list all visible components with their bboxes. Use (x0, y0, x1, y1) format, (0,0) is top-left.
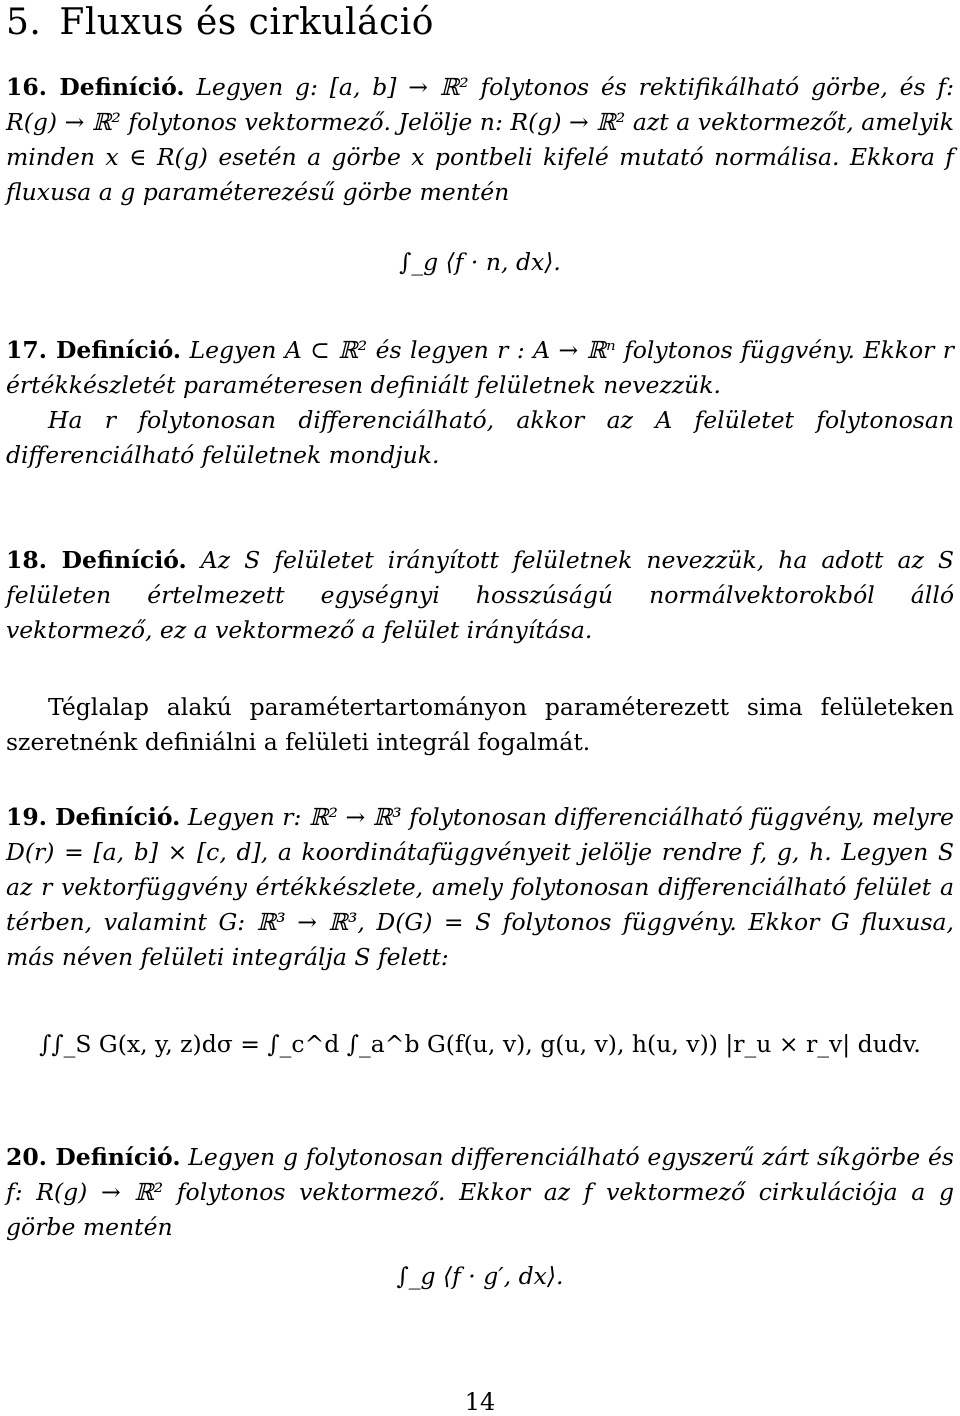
definition-19 (6, 800, 954, 975)
definition-20-body: Legyen g folytonosan differenciálható egyszerű zárt síkgörbe és f: R(g) → ℝ² folytonos vektormező. Ekkor az f vektormező cirkulációja a g görbe mentén (6, 1143, 954, 1241)
definition-18-body: Az S felületet irányított felületnek nevezzük, ha adott az S felületen értelmezett egységnyi hosszúságú normálvektorokból álló vektormező, ez a vektormező a felület irányítása. (6, 546, 954, 644)
definition-17-remark: Ha r folytonosan differenciálható, akkor az A felületet folytonosan differenciálható felületnek mondjuk. (6, 406, 954, 469)
document-page (6, 0, 954, 1416)
definition-16-formula: ∫_g ⟨f · n, dx⟩. (399, 248, 561, 276)
intro-paragraph: Téglalap alakú paramétertartományon paraméterezett sima felületeken szeretnénk definiálni a felületi integrál fogalmát. (6, 693, 954, 756)
section-number: 5. (6, 2, 42, 43)
definition-19-label: 19. Definíció. (6, 803, 181, 831)
definition-16-body: Legyen g: [a, b] → ℝ² folytonos és rektifikálható görbe, és f: R(g) → ℝ² folytonos vektormező. Jelölje n: R(g) → ℝ² azt a vektormezőt, amelyik minden x ∈ R(g) esetén a görbe x pontbeli kifelé mutató normálisa. Ekkora f fluxusa a g paraméterezésű görbe mentén (6, 73, 954, 206)
definition-20 (6, 1140, 954, 1245)
definition-16-label: 16. Definíció. (6, 73, 185, 101)
definition-18 (6, 543, 954, 648)
definition-17 (6, 333, 954, 403)
definition-16 (6, 70, 954, 210)
definition-17-body: Legyen A ⊂ ℝ² és legyen r : A → ℝⁿ folytonos függvény. Ekkor r értékkészletét paraméteresen definiált felületnek nevezzük. (6, 336, 954, 399)
section-title-text: Fluxus és cirkuláció (59, 2, 434, 43)
definition-19-body: Legyen r: ℝ² → ℝ³ folytonosan differenciálható függvény, melyre D(r) = [a, b] × [c, d], a koordinátafüggvényeit jelölje rendre f, g, h. Legyen S az r vektorfüggvény értékkészlete, amely folytonosan differenciálható felület a térben, valamint G: ℝ³ → ℝ³, D(G) = S folytonos függvény. Ekkor G fluxusa, más néven felületi integrálja S felett: (6, 803, 954, 971)
section-title (6, 2, 434, 43)
definition-19-formula: ∫∫_S G(x, y, z)dσ = ∫_c^d ∫_a^b G(f(u, v), g(u, v), h(u, v)) |r_u × r_v| dudv. (39, 1030, 921, 1058)
definition-17-label: 17. Definíció. (6, 336, 182, 364)
page-number: 14 (464, 1388, 496, 1416)
definition-20-label: 20. Definíció. (6, 1143, 181, 1171)
definition-18-label: 18. Definíció. (6, 546, 187, 574)
definition-20-formula: ∫_g ⟨f · g′, dx⟩. (396, 1262, 564, 1290)
